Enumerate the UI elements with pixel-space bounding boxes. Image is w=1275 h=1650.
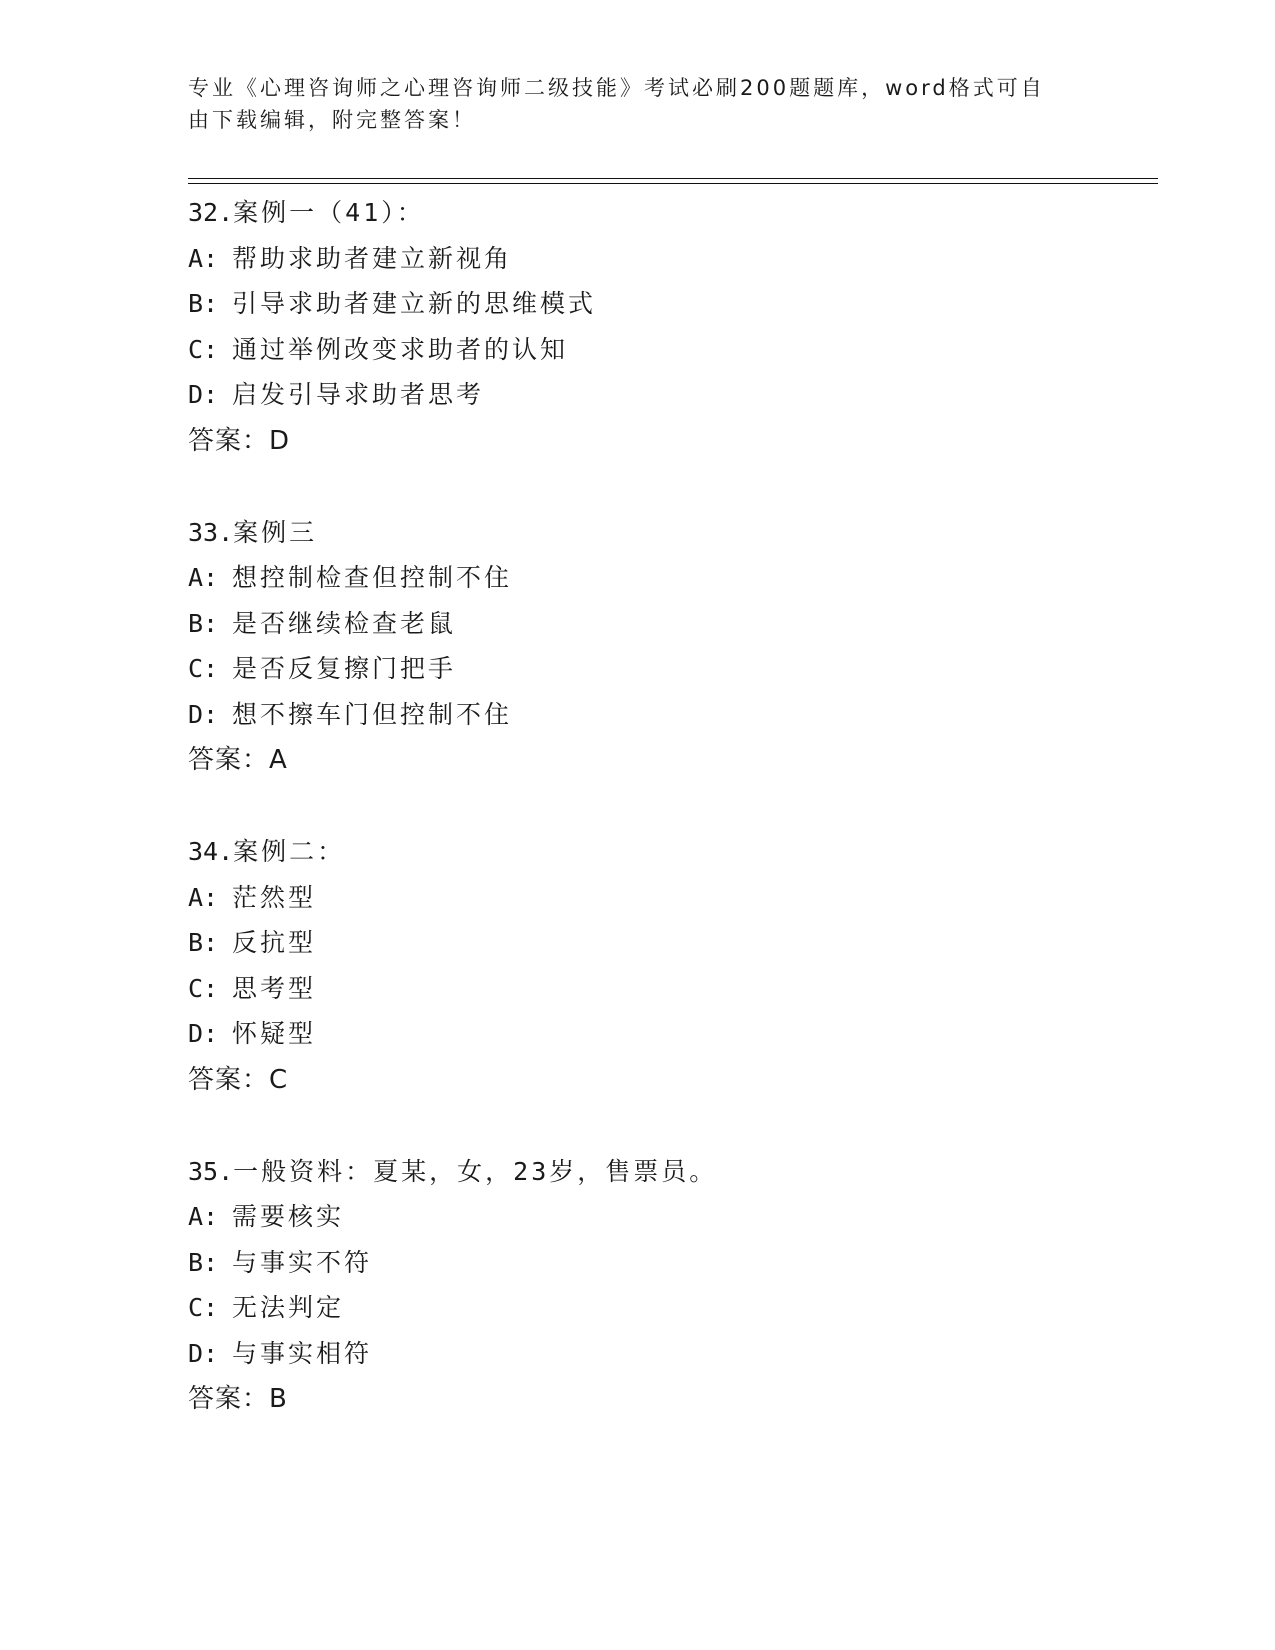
option-letter: B: (188, 1247, 219, 1277)
option-text: 反抗型 (232, 928, 317, 957)
option-letter: D: (188, 1338, 219, 1368)
option-a (188, 875, 1148, 921)
option-text: 是否反复擦门把手 (232, 654, 457, 683)
option-text: 与事实相符 (232, 1338, 373, 1368)
option-c (188, 646, 1148, 692)
option-text: 思考型 (232, 973, 317, 1003)
question-stem (188, 190, 1148, 236)
option-letter: D: (188, 699, 219, 729)
option-d (188, 692, 1148, 738)
option-a (188, 1194, 1148, 1240)
option-text: 无法判定 (232, 1293, 345, 1322)
option-letter: B: (188, 289, 219, 318)
option-a (188, 555, 1148, 601)
option-letter: A: (188, 243, 219, 273)
option-text: 茫然型 (232, 882, 317, 912)
option-c (188, 1285, 1148, 1331)
question-33 (188, 510, 1148, 784)
header-divider-top (188, 178, 1158, 179)
question-text: 一般资料：夏某，女，23岁，售票员。 (233, 1156, 718, 1186)
header-divider-bottom (188, 183, 1158, 184)
option-letter: D: (188, 380, 219, 409)
option-b (188, 1240, 1148, 1286)
option-text: 想控制检查但控制不住 (232, 563, 513, 592)
option-text: 帮助求助者建立新视角 (232, 243, 513, 273)
question-list (188, 190, 1148, 1468)
option-letter: D: (188, 1019, 219, 1048)
answer-line: 答案：D (188, 425, 291, 456)
option-b (188, 601, 1148, 647)
question-text: 案例三 (233, 517, 318, 547)
question-34 (188, 829, 1148, 1103)
option-letter: B: (188, 928, 219, 957)
question-32 (188, 190, 1148, 464)
option-text: 怀疑型 (232, 1019, 317, 1048)
option-letter: C: (188, 334, 219, 364)
question-text: 案例二： (233, 837, 346, 866)
question-number: 34. (188, 837, 234, 866)
option-text: 是否继续检查老鼠 (232, 608, 457, 638)
question-number: 33. (188, 517, 234, 547)
option-letter: C: (188, 654, 219, 683)
question-number: 32. (188, 198, 234, 227)
option-letter: C: (188, 1293, 219, 1322)
option-c (188, 327, 1148, 373)
answer-line: 答案：A (188, 745, 288, 775)
option-b (188, 281, 1148, 327)
document-header (188, 72, 1088, 136)
option-text: 想不擦车门但控制不住 (232, 699, 513, 729)
answer-line: 答案：B (188, 1384, 288, 1414)
header-line-1: 专业《心理咨询师之心理咨询师二级技能》考试必刷200题题库，word格式可自 (188, 76, 1045, 100)
option-d (188, 372, 1148, 418)
option-d (188, 1331, 1148, 1377)
option-text: 引导求助者建立新的思维模式 (232, 289, 597, 318)
option-text: 与事实不符 (232, 1247, 373, 1277)
option-a (188, 236, 1148, 282)
question-number: 35. (188, 1156, 234, 1186)
option-b (188, 920, 1148, 966)
option-letter: A: (188, 563, 219, 592)
question-stem (188, 1149, 1148, 1195)
question-stem (188, 829, 1148, 875)
question-stem (188, 510, 1148, 556)
option-c (188, 966, 1148, 1012)
option-letter: C: (188, 973, 219, 1003)
option-letter: A: (188, 882, 219, 912)
header-line-2: 由下载编辑，附完整答案！ (188, 108, 476, 132)
option-letter: A: (188, 1202, 219, 1231)
option-text: 通过举例改变求助者的认知 (232, 334, 569, 364)
question-text: 案例一（41）： (233, 198, 425, 227)
option-text: 需要核实 (232, 1202, 345, 1231)
answer-line: 答案：C (188, 1064, 289, 1095)
option-text: 启发引导求助者思考 (232, 380, 485, 409)
option-d (188, 1011, 1148, 1057)
option-letter: B: (188, 608, 219, 638)
question-35 (188, 1149, 1148, 1423)
